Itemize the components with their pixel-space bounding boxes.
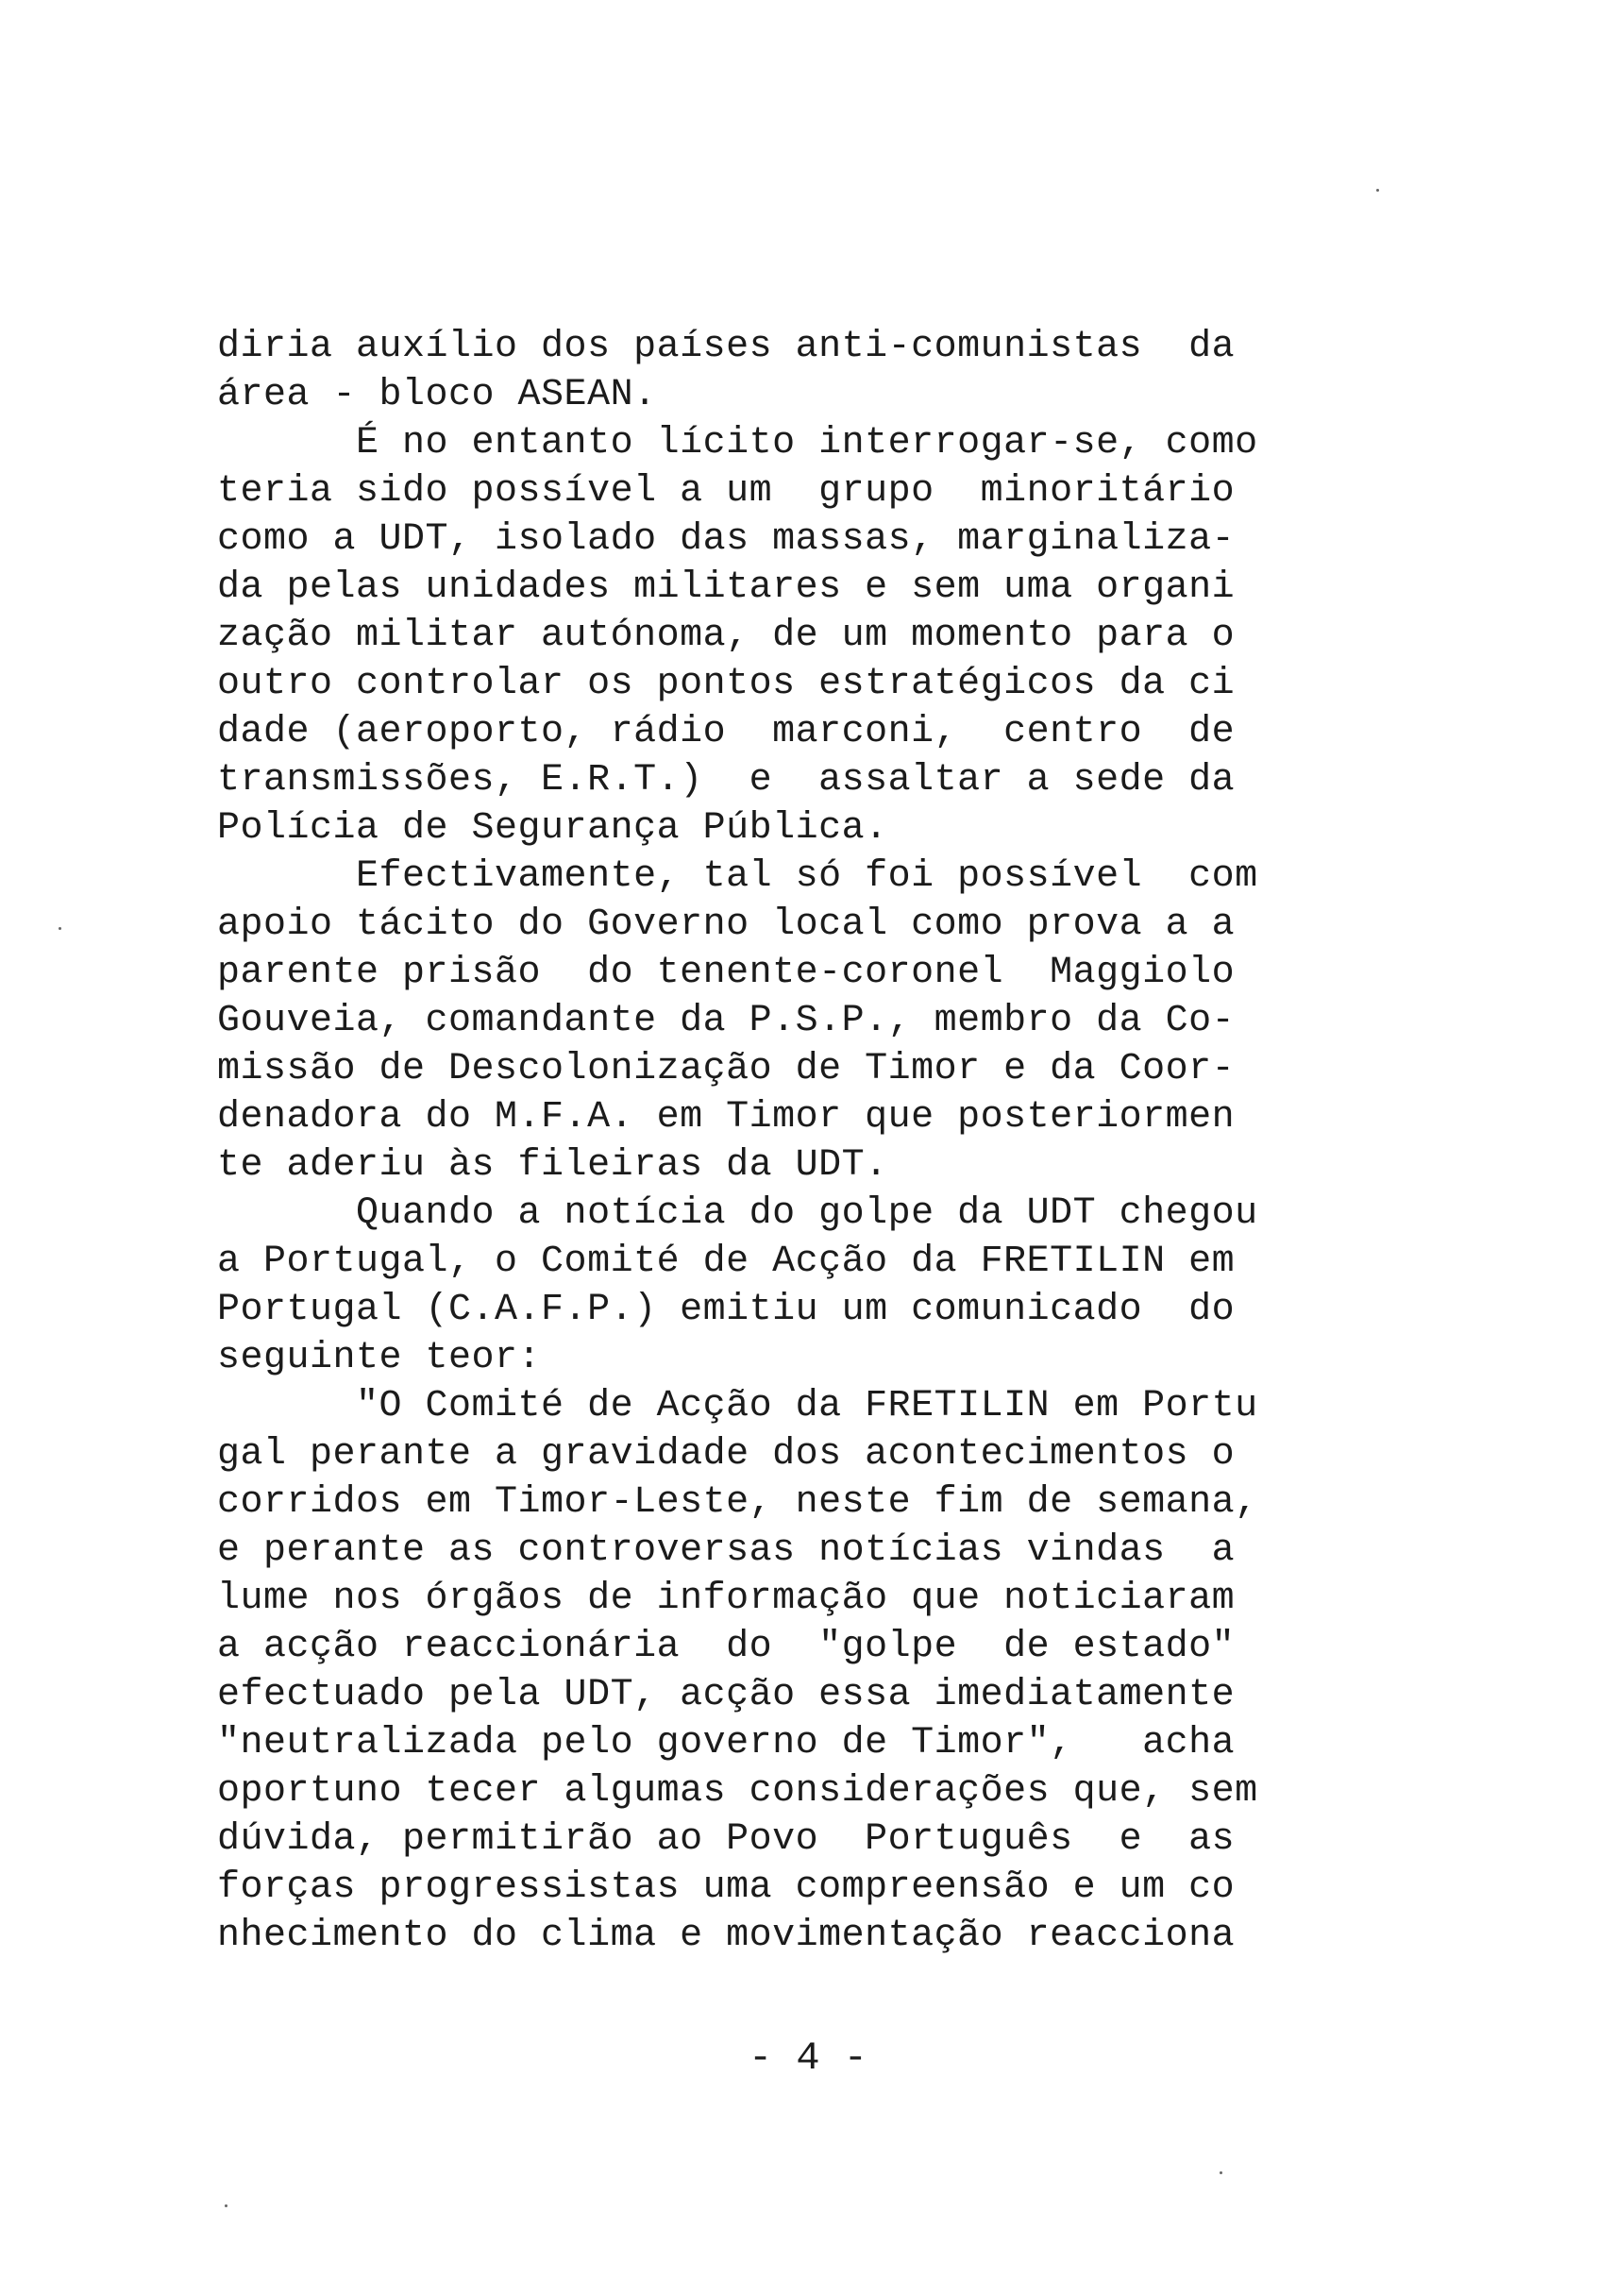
text-line: "O Comité de Acção da FRETILIN em Portu [217, 1385, 1258, 1427]
text-line: efectuado pela UDT, acção essa imediatamente [217, 1674, 1236, 1716]
text-line: dúvida, permitirão ao Povo Português e as [217, 1818, 1236, 1861]
text-line: seguinte teor: [217, 1337, 542, 1379]
text-line: como a UDT, isolado das massas, marginaliza- [217, 518, 1236, 561]
text-line: área - bloco ASEAN. [217, 374, 657, 416]
text-line: Gouveia, comandante da P.S.P., membro da Co- [217, 1000, 1236, 1042]
text-line: Polícia de Segurança Pública. [217, 807, 888, 850]
text-line: te aderiu às fileiras da UDT. [217, 1144, 888, 1187]
text-line: a acção reaccionária do "golpe de estado" [217, 1626, 1236, 1668]
text-line: gal perante a gravidade dos acontecimentos o [217, 1433, 1236, 1476]
text-line: missão de Descolonização de Timor e da Coor- [217, 1048, 1236, 1090]
page-number: - 4 - [748, 2035, 868, 2081]
scan-speck [1220, 2171, 1222, 2174]
text-line: zação militar autónoma, de um momento para o [217, 615, 1236, 657]
text-line: dade (aeroporto, rádio marconi, centro de [217, 711, 1236, 753]
scan-speck [225, 2204, 227, 2207]
body-text [217, 323, 1378, 1960]
text-line: apoio tácito do Governo local como prova a a [217, 903, 1236, 946]
text-line: parente prisão do tenente-coronel Maggiolo [217, 952, 1236, 994]
text-line: e perante as controversas notícias vindas a [217, 1529, 1236, 1572]
text-line: Portugal (C.A.F.P.) emitiu um comunicado do [217, 1289, 1236, 1331]
text-line: teria sido possível a um grupo minoritário [217, 470, 1236, 513]
scan-speck [59, 927, 61, 930]
text-line: diria auxílio dos países anti-comunistas da [217, 326, 1236, 368]
text-line: oportuno tecer algumas considerações que, sem [217, 1770, 1258, 1813]
text-line: lume nos órgãos de informação que noticiaram [217, 1578, 1236, 1620]
text-line: da pelas unidades militares e sem uma organi [217, 566, 1236, 609]
text-line: nhecimento do clima e movimentação reacciona [217, 1915, 1236, 1957]
text-line: É no entanto lícito interrogar-se, como [217, 422, 1258, 464]
text-line: Efectivamente, tal só foi possível com [217, 855, 1258, 898]
text-line: forças progressistas uma compreensão e um co [217, 1866, 1236, 1909]
text-line: Quando a notícia do golpe da UDT chegou [217, 1192, 1258, 1235]
text-line: a Portugal, o Comité de Acção da FRETILIN em [217, 1241, 1236, 1283]
text-line: denadora do M.F.A. em Timor que posteriormen [217, 1096, 1236, 1139]
text-line: corridos em Timor-Leste, neste fim de semana, [217, 1481, 1258, 1524]
text-line: "neutralizada pelo governo de Timor", acha [217, 1722, 1236, 1764]
text-line: transmissões, E.R.T.) e assaltar a sede da [217, 759, 1236, 802]
text-line: outro controlar os pontos estratégicos da ci [217, 663, 1236, 705]
scan-speck [1376, 189, 1379, 192]
